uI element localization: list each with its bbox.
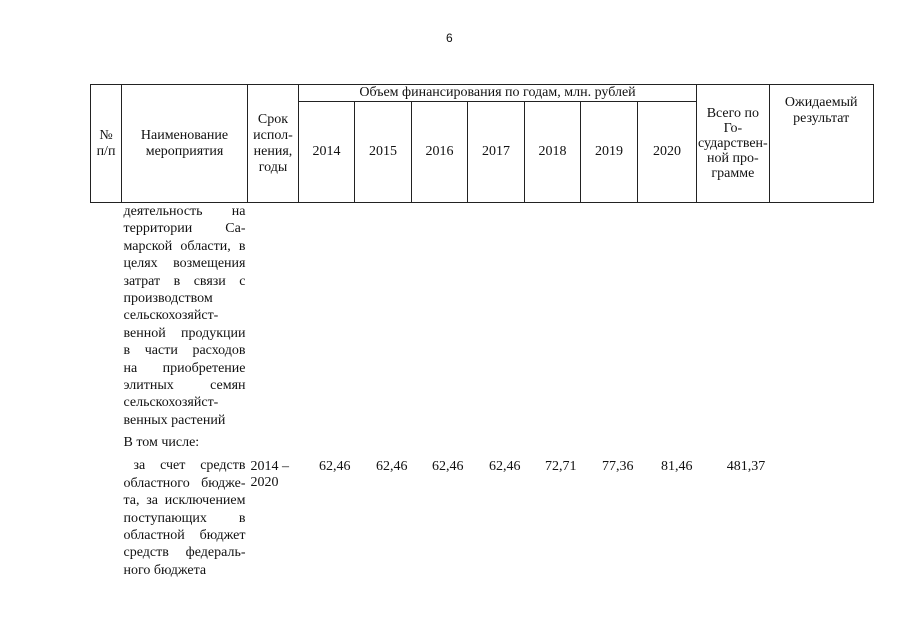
including-label: В том числе: (123, 435, 200, 451)
header-year-2015: 2015 (355, 102, 412, 203)
table-row-regional-budget (91, 457, 874, 579)
header-total: Всего по Го-сударствен-ной про-грамме (697, 85, 770, 203)
header-name: Наименование мероприятия (122, 85, 248, 203)
text-line: венной продукции (123, 325, 246, 341)
text-line: территории Са- (123, 221, 246, 237)
text-line: ного бюджета (123, 562, 207, 578)
value-total: 481,37 (726, 459, 766, 475)
text-line: элитных семян (123, 378, 246, 394)
value-2019: 77,36 (602, 459, 634, 475)
header-term: Срок испол-нения, годы (248, 85, 299, 203)
text-line: средств федераль- (123, 545, 246, 561)
text-line: производством (123, 291, 213, 307)
page-number: 6 (446, 31, 453, 45)
header-result: Ожидаемый результат (769, 85, 873, 203)
value-2018: 72,71 (545, 459, 577, 475)
table-row-including (91, 429, 874, 457)
text-line: в части расходов (123, 343, 246, 359)
text-line: сельскохозяйст- (123, 395, 219, 411)
header-year-2014: 2014 (299, 102, 355, 203)
text-line: областного бюдже- (123, 475, 246, 491)
value-2020: 81,46 (661, 459, 693, 475)
activity-description (122, 203, 248, 430)
header-year-2016: 2016 (412, 102, 468, 203)
text-line: затрат в связи с (123, 273, 246, 289)
text-line: на приобретение (123, 360, 246, 376)
text-line: областной бюджет (123, 527, 246, 543)
text-line: деятельность на (123, 204, 246, 219)
text-line: целях возмещения (123, 256, 246, 272)
sub-description (122, 457, 248, 579)
text-line: венных растений (123, 412, 226, 428)
value-2015: 62,46 (376, 459, 408, 475)
header-number: № п/п (91, 85, 122, 203)
header-year-2018: 2018 (525, 102, 581, 203)
funding-table (90, 84, 874, 579)
header-year-2020: 2020 (638, 102, 697, 203)
text-line: та, за исключением (123, 493, 246, 509)
value-2014: 62,46 (319, 459, 351, 475)
value-2016: 62,46 (432, 459, 464, 475)
text-line: поступающих в (123, 510, 246, 526)
table-row-activity (91, 203, 874, 430)
header-year-2019: 2019 (581, 102, 638, 203)
text-line: сельскохозяйст- (123, 308, 219, 324)
text-line: марской области, в (123, 238, 246, 254)
header-year-2017: 2017 (468, 102, 525, 203)
value-2017: 62,46 (489, 459, 521, 475)
term-value: 2014 – 2020 (250, 459, 289, 491)
text-line: за счет средств (133, 458, 246, 474)
header-funding: Объем финансирования по годам, млн. рублей (299, 85, 697, 102)
